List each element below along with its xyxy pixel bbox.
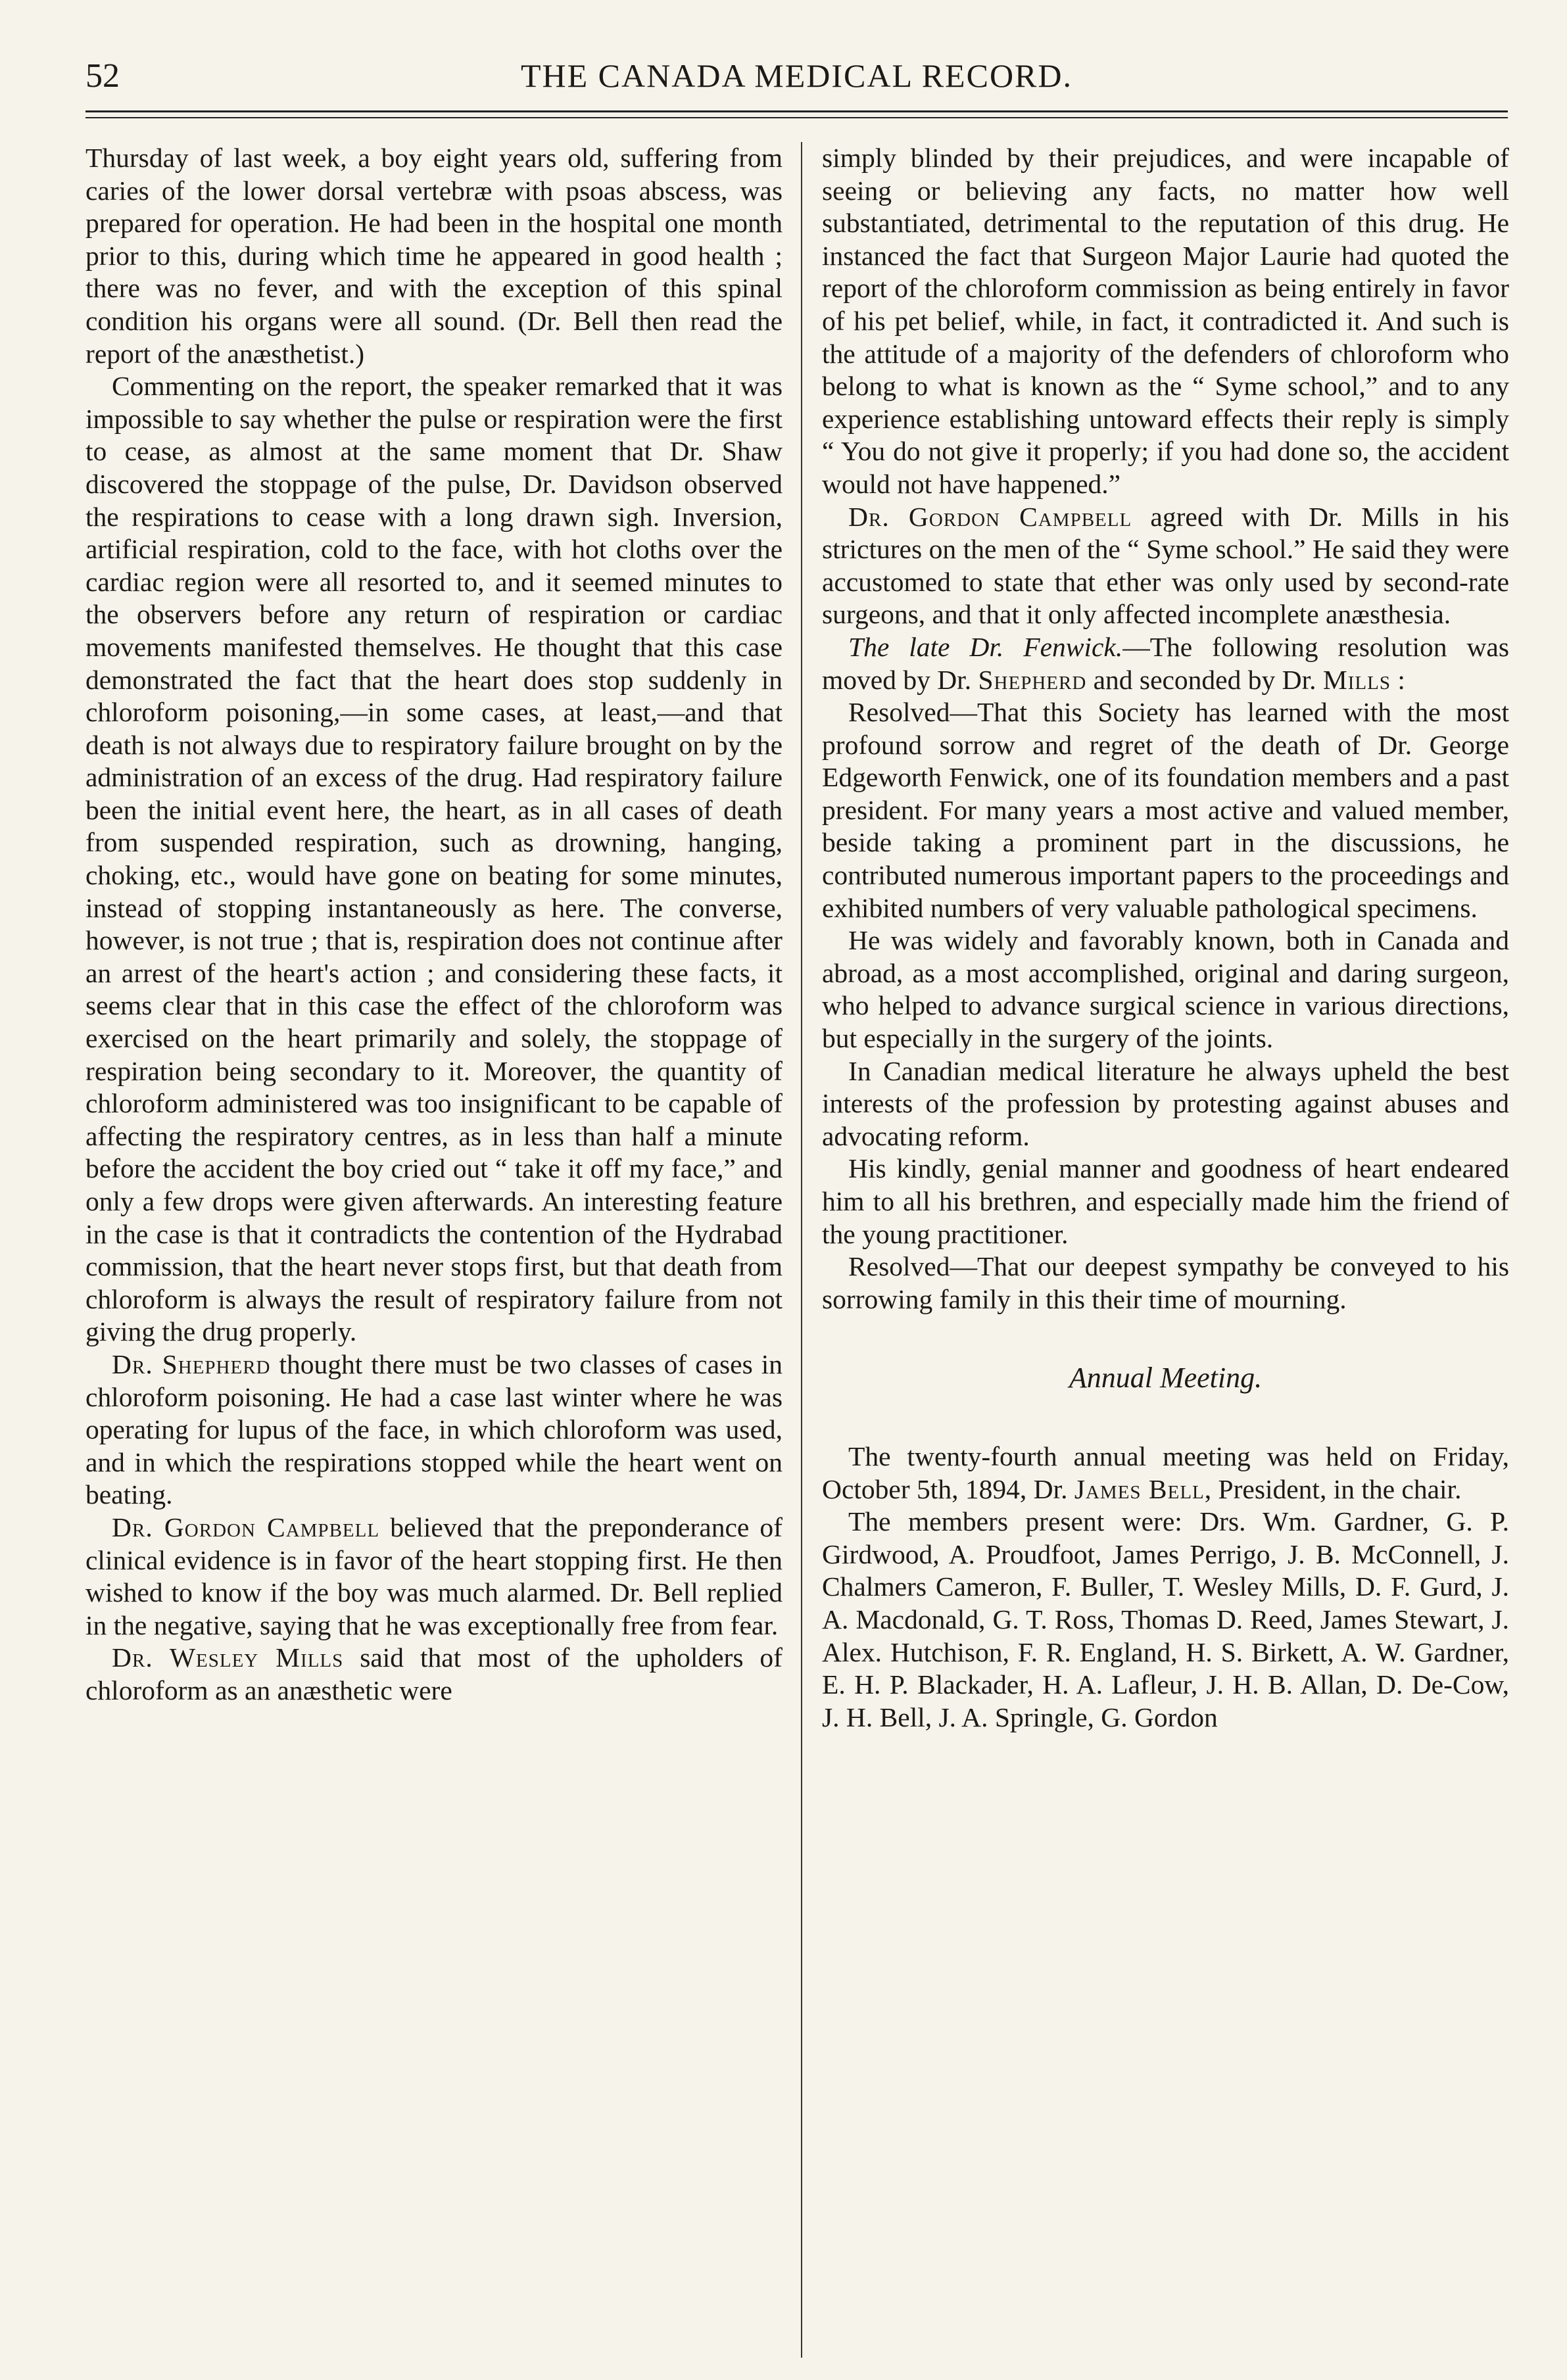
paragraph [85, 1511, 783, 1642]
speaker-name: Dr. Shepherd [112, 1348, 271, 1379]
paragraph: Commenting on the report, the speaker remarked that it was impossible to say whether the pulse or respiration were the first to cease, as almost at the same moment that Dr. Shaw discovered the stoppage of the pulse, Dr. Davidson observed the respirations to cease with a long drawn sigh. Inversion, artificial respiration, cold to the face, with hot cloths over the cardiac region were all resorted to, and it seemed minutes to the observers before any return of respiration or cardiac movements manifested themselves. He thought that this case demonstrated the fact that the heart does stop suddenly in chloroform poisoning,—in some cases, at least,—and that death is not always due to respiratory failure brought on by the administration of an excess of the drug. Had respiratory failure been the initial event here, the heart, as in all cases of death from suspended respiration, such as drowning, hanging, choking, etc., would have gone on beating for some minutes, instead of stopping instantaneously as here. The converse, however, is not true ; that is, respiration does not continue after an arrest of the heart's action ; and considering these facts, it seems clear that in this case the effect of the chloroform was exercised on the heart primarily and solely, the stoppage of respiration being secondary to it. Moreover, the quantity of chloroform administered was too insignificant to be capable of affecting the respiratory centres, as in less than half a minute before the accident the boy cried out “ take it off my face,” and only a few drops were given afterwards. An interesting feature in the case is that it contradicts the contention of the Hydrabad commission, that the heart never stops first, but that death from chloroform is always the result of respiratory failure from not giving the drug properly. [85, 371, 783, 1347]
header-rule [85, 110, 1508, 112]
paragraph-text: said that most of the upholders of chloroform as an anæsthetic were [85, 1642, 783, 1705]
paragraph: simply blinded by their prejudices, and were incapable of seeing or believing any facts, no matter how well substantiated, detrimental to the reputation of this drug. He instanced the fact that Surgeon Major Laurie had quoted the report of the chloroform commission as being entirely in favor of his pet belief, while, in fact, it contradicted it. And such is the attitude of a majority of the defenders of chloroform who belong to what is known as the “ Syme school,” and to any experience establishing untoward effects their reply is simply “ You do not give it properly; if you had done so, the accident would not have happened.” [822, 143, 1509, 499]
paragraph [822, 631, 1509, 696]
paragraph-text: : [1390, 664, 1405, 695]
member-list: The members present were: Drs. Wm. Gardner, G. P. Girdwood, A. Proudfoot, James Perrigo, J. B. McConnell, J. Chalmers Cameron, F. Buller, T. Wesley Mills, D. F. Gurd, J. A. Macdonald, G. T. Ross, Thomas D. Reed, James Stewart, J. Alex. Hutchison, F. R. England, H. S. Birkett, A. W. Gardner, E. H. P. Blackader, H. A. Lafleur, J. H. B. Allan, D. De-Cow, J. H. Bell, J. A. Springle, G. Gordon [822, 1506, 1509, 1732]
section-heading: Annual Meeting. [1069, 1362, 1263, 1394]
running-title: THE CANADA MEDICAL RECORD. [520, 57, 1073, 94]
paragraph [822, 501, 1509, 631]
speaker-name: Dr. Gordon Campbell [112, 1511, 380, 1542]
paragraph [85, 1348, 783, 1511]
resolution-paragraph: Resolved—That this Society has learned with the most profound sorrow and regret of the death of Dr. George Edgeworth Fenwick, one of its foundation members and a past president. For many years a most active and valued member, beside taking a prominent part in the discussions, he contributed numerous important papers to the proceedings and exhibited numbers of very valuable pathological specimens. [822, 697, 1509, 923]
paragraph: Thursday of last week, a boy eight years old, suffering from caries of the lower dorsal vertebræ with psoas abscess, was prepared for operation. He had been in the hospital one month prior to this, during which time he appeared in good health ; there was no fever, and with the exception of this spinal condition his organs were all sound. (Dr. Bell then read the report of the anæsthetist.) [85, 143, 783, 369]
right-column [822, 142, 1509, 2358]
paragraph-text: and seconded by Dr. [1086, 664, 1323, 695]
speaker-name: Shepherd [978, 664, 1087, 695]
paragraph-text: , President, in the chair. [1204, 1473, 1462, 1504]
column-divider [801, 142, 802, 2358]
paragraph: He was widely and favorably known, both in Canada and abroad, as a most accomplished, original and daring surgeon, who helped to advance surgical science in various directions, but especially in the surgery of the joints. [822, 925, 1509, 1054]
section-title: The late Dr. Fenwick. [848, 631, 1123, 662]
left-column [85, 142, 783, 2358]
speaker-name: Dr. Gordon Campbell [848, 501, 1132, 532]
paragraph: In Canadian medical literature he always upheld the best interests of the profession by protesting against abuses and advocating reform. [822, 1055, 1509, 1151]
paragraph-text: thought there must be two classes of cases in chloroform poisoning. He had a case last winter where he was operating for lupus of the face, in which chloroform was used, and in which the respirations stopped while the heart went on beating. [85, 1348, 783, 1510]
page-header [85, 53, 1508, 112]
paragraph-text: believed that the preponderance of clinical evidence is in favor of the heart stopping first. He then wished to know if the boy was much alarmed. Dr. Bell replied in the negative, saying that he was exceptionally free from fear. [85, 1511, 783, 1640]
speaker-name: Dr. Wesley Mills [112, 1642, 344, 1673]
speaker-name: Mills [1322, 664, 1391, 695]
paragraph-text: agreed with Dr. Mills in his strictures on the men of the “ Syme school.” He said they were accustomed to state that ether was only used by second-rate surgeons, and that it only affected incomplete anæsthesia. [822, 501, 1509, 630]
paragraph: His kindly, genial manner and goodness of heart endeared him to all his brethren, and especially made him the friend of the young practitioner. [822, 1153, 1509, 1249]
page-number: 52 [85, 57, 120, 95]
header-rule-thin [85, 117, 1508, 118]
paragraph-text: —The following resolution was moved by Dr. [822, 631, 1509, 695]
paragraph-text: The twenty-fourth annual meeting was held on Friday, October 5th, 1894, Dr. [822, 1440, 1509, 1504]
paragraph [822, 1440, 1509, 1506]
speaker-name: James Bell [1074, 1473, 1205, 1504]
paragraph [85, 1642, 783, 1707]
resolution-paragraph: Resolved—That our deepest sympathy be conveyed to his sorrowing family in this their time of mourning. [822, 1251, 1509, 1314]
